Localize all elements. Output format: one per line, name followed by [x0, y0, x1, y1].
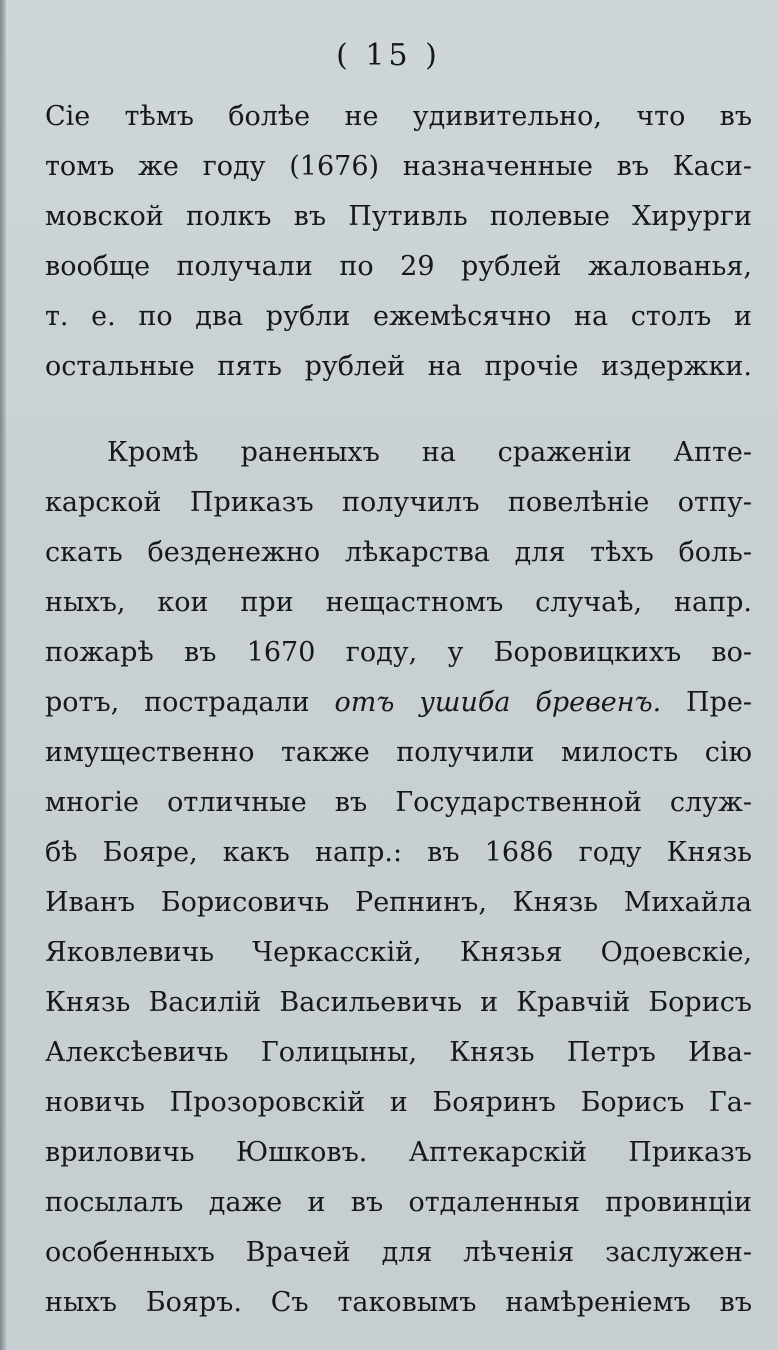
text-line: Кромѣ раненыхъ на сраженіи Апте- [107, 437, 752, 468]
text-line: бѣ Бояре, какъ напр.: въ 1686 году Князь [45, 837, 752, 868]
text-segment: Пре- [686, 687, 752, 718]
text-line: Алексѣевичь Голицыны, Князь Петръ Ива- [45, 1037, 752, 1068]
text-line: имущественно также получили милость сію [45, 737, 752, 768]
text-line: остальные пять рублей на прочіе издержки. [45, 351, 752, 382]
text-line: мовской полкъ въ Путивль полевые Хирурги [45, 201, 752, 232]
text-segment: ротъ, пострадали [45, 687, 310, 718]
page-binding-edge [0, 0, 6, 1350]
paragraph-2 [45, 428, 752, 1328]
text-line: т. е. по два рубли ежемѣсячно на столъ и [45, 301, 752, 332]
page-number: ( 15 ) [336, 38, 441, 73]
text-line: пожарѣ въ 1670 году, у Боровицкихъ во- [45, 637, 752, 668]
text-line: Яковлевичь Черкасскій, Князья Одоевскіе, [45, 937, 752, 968]
text-line: особенныхъ Врачей для лѣченія заслужен- [45, 1237, 752, 1268]
text-line: новичь Прозоровскій и Бояринъ Борисъ Га- [45, 1087, 752, 1118]
text-line: Иванъ Борисовичь Репнинъ, Князь Михайла [45, 887, 752, 918]
italic-phrase: отъ ушиба бревенъ. [334, 687, 662, 718]
text-line: ныхъ Бояръ. Съ таковымъ намѣреніемъ въ [45, 1287, 752, 1318]
text-line: вриловичь Юшковъ. Аптекарскій Приказъ [45, 1137, 752, 1168]
text-line-with-italic [45, 678, 752, 728]
text-line: карской Приказъ получилъ повелѣніе отпу- [45, 487, 752, 518]
text-line: посылалъ даже и въ отдаленныя провинціи [45, 1187, 752, 1218]
text-line: Сіе тѣмъ болѣе не удивительно, что въ [45, 101, 752, 132]
text-line: ныхъ, кои при нещастномъ случаѣ, напр. [45, 587, 752, 618]
text-line: скать безденежно лѣкарства для тѣхъ боль- [45, 537, 752, 568]
text-line: томъ же году (1676) назначенные въ Каси- [45, 151, 752, 182]
paragraph-1 [45, 92, 752, 392]
text-line: вообще получали по 29 рублей жалованья, [45, 251, 752, 282]
text-line: Князь Василій Васильевичь и Кравчій Борисъ [45, 987, 752, 1018]
text-line: многіе отличные въ Государственной служ- [45, 787, 752, 818]
